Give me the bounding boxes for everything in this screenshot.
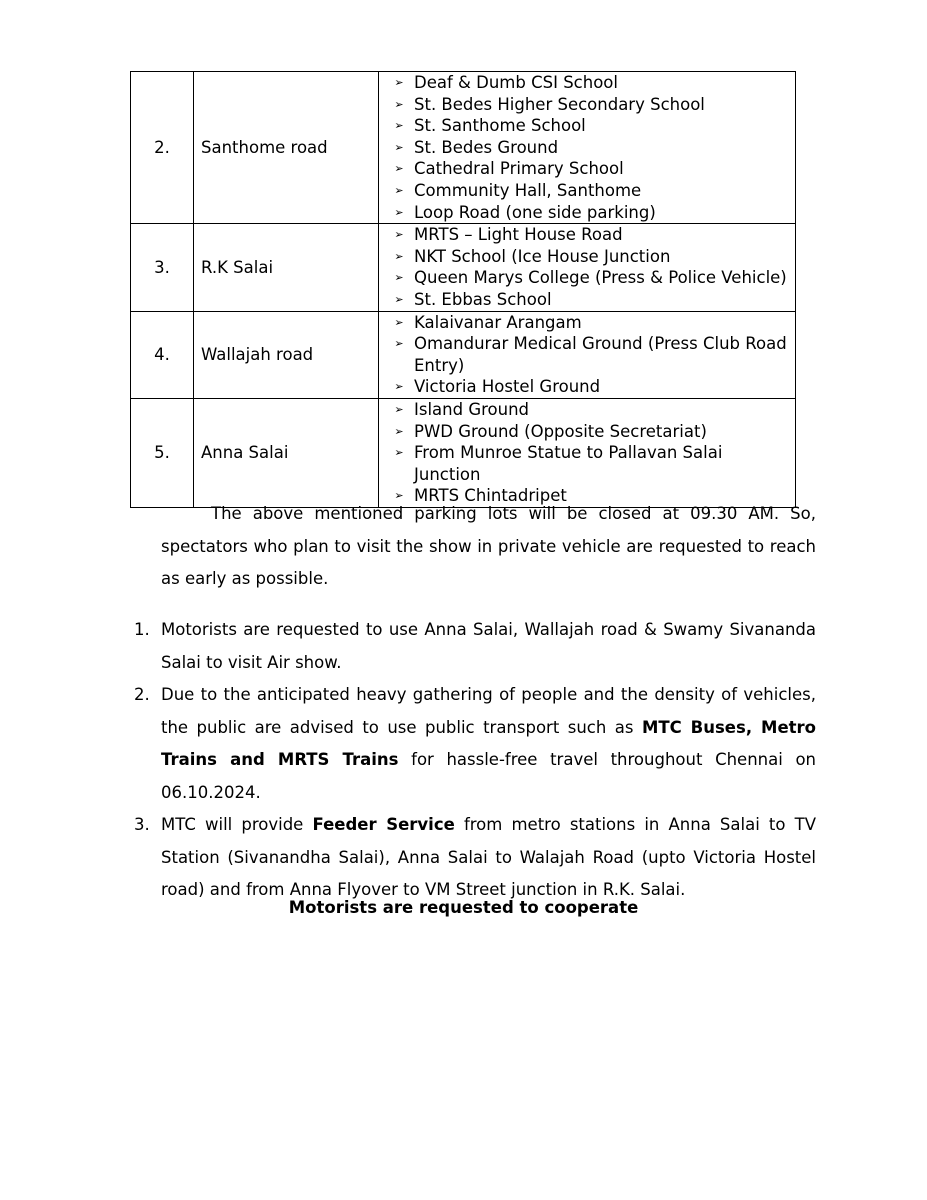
list-item xyxy=(389,158,791,180)
note-number: 1. xyxy=(134,620,150,639)
parking-lot-name: St. Bedes Ground xyxy=(414,137,559,157)
list-item xyxy=(389,333,791,376)
parking-lot-name: Omandurar Medical Ground (Press Club Road Entry) xyxy=(414,334,787,375)
arrow-bullet-icon: ➢ xyxy=(394,337,404,351)
parking-lot-name: Island Ground xyxy=(414,399,530,419)
arrow-bullet-icon: ➢ xyxy=(394,489,404,503)
parking-lot-name: Cathedral Primary School xyxy=(414,159,624,179)
parking-lots-cell xyxy=(379,398,796,507)
arrow-bullet-icon: ➢ xyxy=(394,97,404,111)
arrow-bullet-icon: ➢ xyxy=(394,292,404,306)
note-text: for hassle-free travel throughout Chennai on 06.10.2024. xyxy=(161,750,816,802)
notes-list xyxy=(134,614,816,907)
row-number: 3. xyxy=(131,224,194,311)
intro-paragraph: The above mentioned parking lots will be closed at 09.30 AM. So, spectators who plan to visit the show in private vehicle are requested to reach as early as possible. xyxy=(161,504,816,588)
arrow-bullet-icon: ➢ xyxy=(394,140,404,154)
list-item xyxy=(389,202,791,224)
parking-lots-cell xyxy=(379,72,796,224)
parking-lots-list xyxy=(389,399,791,507)
arrow-bullet-icon: ➢ xyxy=(394,183,404,197)
arrow-bullet-icon: ➢ xyxy=(394,119,404,133)
arrow-bullet-icon: ➢ xyxy=(394,249,404,263)
arrow-bullet-icon: ➢ xyxy=(394,162,404,176)
road-name: Santhome road xyxy=(194,72,379,224)
list-item xyxy=(389,137,791,159)
list-item xyxy=(389,376,791,398)
parking-lot-name: Queen Marys College (Press & Police Vehicle) xyxy=(414,268,787,288)
table-row xyxy=(131,398,796,507)
parking-lot-name: Deaf & Dumb CSI School xyxy=(414,73,618,92)
parking-lots-table-body xyxy=(131,72,796,508)
parking-lots-list xyxy=(389,312,791,398)
road-name: R.K Salai xyxy=(194,224,379,311)
row-number: 2. xyxy=(131,72,194,224)
road-name: Wallajah road xyxy=(194,311,379,398)
arrow-bullet-icon: ➢ xyxy=(394,76,404,89)
closing-statement: Motorists are requested to cooperate xyxy=(288,898,639,917)
table-row xyxy=(131,311,796,398)
parking-lot-name: NKT School (Ice House Junction xyxy=(414,246,671,266)
parking-lot-name: PWD Ground (Opposite Secretariat) xyxy=(414,421,707,441)
list-item xyxy=(389,180,791,202)
list-item xyxy=(389,224,791,246)
parking-lot-name: Loop Road (one side parking) xyxy=(414,202,656,222)
parking-lots-cell xyxy=(379,311,796,398)
list-item xyxy=(389,312,791,334)
list-item xyxy=(389,94,791,116)
list-item xyxy=(389,442,791,485)
parking-lots-cell xyxy=(379,224,796,311)
parking-lot-name: Community Hall, Santhome xyxy=(414,180,642,200)
road-name: Anna Salai xyxy=(194,398,379,507)
note-item xyxy=(134,679,816,809)
list-item xyxy=(389,289,791,311)
arrow-bullet-icon: ➢ xyxy=(394,402,404,416)
table-row xyxy=(131,72,796,224)
parking-lot-name: Kalaivanar Arangam xyxy=(414,312,582,332)
list-item xyxy=(389,267,791,289)
arrow-bullet-icon: ➢ xyxy=(394,315,404,329)
note-text: from metro stations in Anna Salai to TV Station (Sivanandha Salai), Anna Salai to Walajah Road (upto Victoria Hostel road) and from Anna Flyover to VM Street junction in R.K. Salai. xyxy=(161,815,816,899)
parking-lots-table xyxy=(130,71,796,508)
list-item xyxy=(389,399,791,421)
parking-lot-name: MRTS – Light House Road xyxy=(414,225,623,245)
table-row xyxy=(131,224,796,311)
note-item xyxy=(134,614,816,679)
parking-lot-name: St. Bedes Higher Secondary School xyxy=(414,94,705,114)
parking-lots-list xyxy=(389,72,791,223)
row-number: 5. xyxy=(131,398,194,507)
row-number: 4. xyxy=(131,311,194,398)
list-item xyxy=(389,246,791,268)
parking-lot-name: From Munroe Statue to Pallavan Salai Junction xyxy=(414,443,723,484)
note-number: 3. xyxy=(134,815,150,834)
note-number: 2. xyxy=(134,685,150,704)
note-emphasis: MTC Buses, Metro Trains and MRTS Trains xyxy=(161,717,816,769)
note-text: Motorists are requested to use Anna Salai, Wallajah road & Swamy Sivananda Salai to visit Air show. xyxy=(161,620,816,672)
list-item xyxy=(389,72,791,94)
arrow-bullet-icon: ➢ xyxy=(394,424,404,438)
arrow-bullet-icon: ➢ xyxy=(394,271,404,285)
parking-lot-name: St. Santhome School xyxy=(414,116,586,136)
parking-lot-name: MRTS Chintadripet xyxy=(414,486,567,506)
parking-lots-list xyxy=(389,224,791,310)
list-item xyxy=(389,115,791,137)
note-text: Due to the anticipated heavy gathering of people and the density of vehicles, the public are advised to use public transport such as xyxy=(161,685,816,737)
arrow-bullet-icon: ➢ xyxy=(394,446,404,460)
note-emphasis: Feeder Service xyxy=(312,815,455,834)
arrow-bullet-icon: ➢ xyxy=(394,228,404,242)
arrow-bullet-icon: ➢ xyxy=(394,380,404,394)
note-text: MTC will provide xyxy=(161,815,313,834)
arrow-bullet-icon: ➢ xyxy=(394,205,404,219)
parking-lot-name: St. Ebbas School xyxy=(414,289,552,309)
parking-lot-name: Victoria Hostel Ground xyxy=(414,377,601,397)
list-item xyxy=(389,421,791,443)
